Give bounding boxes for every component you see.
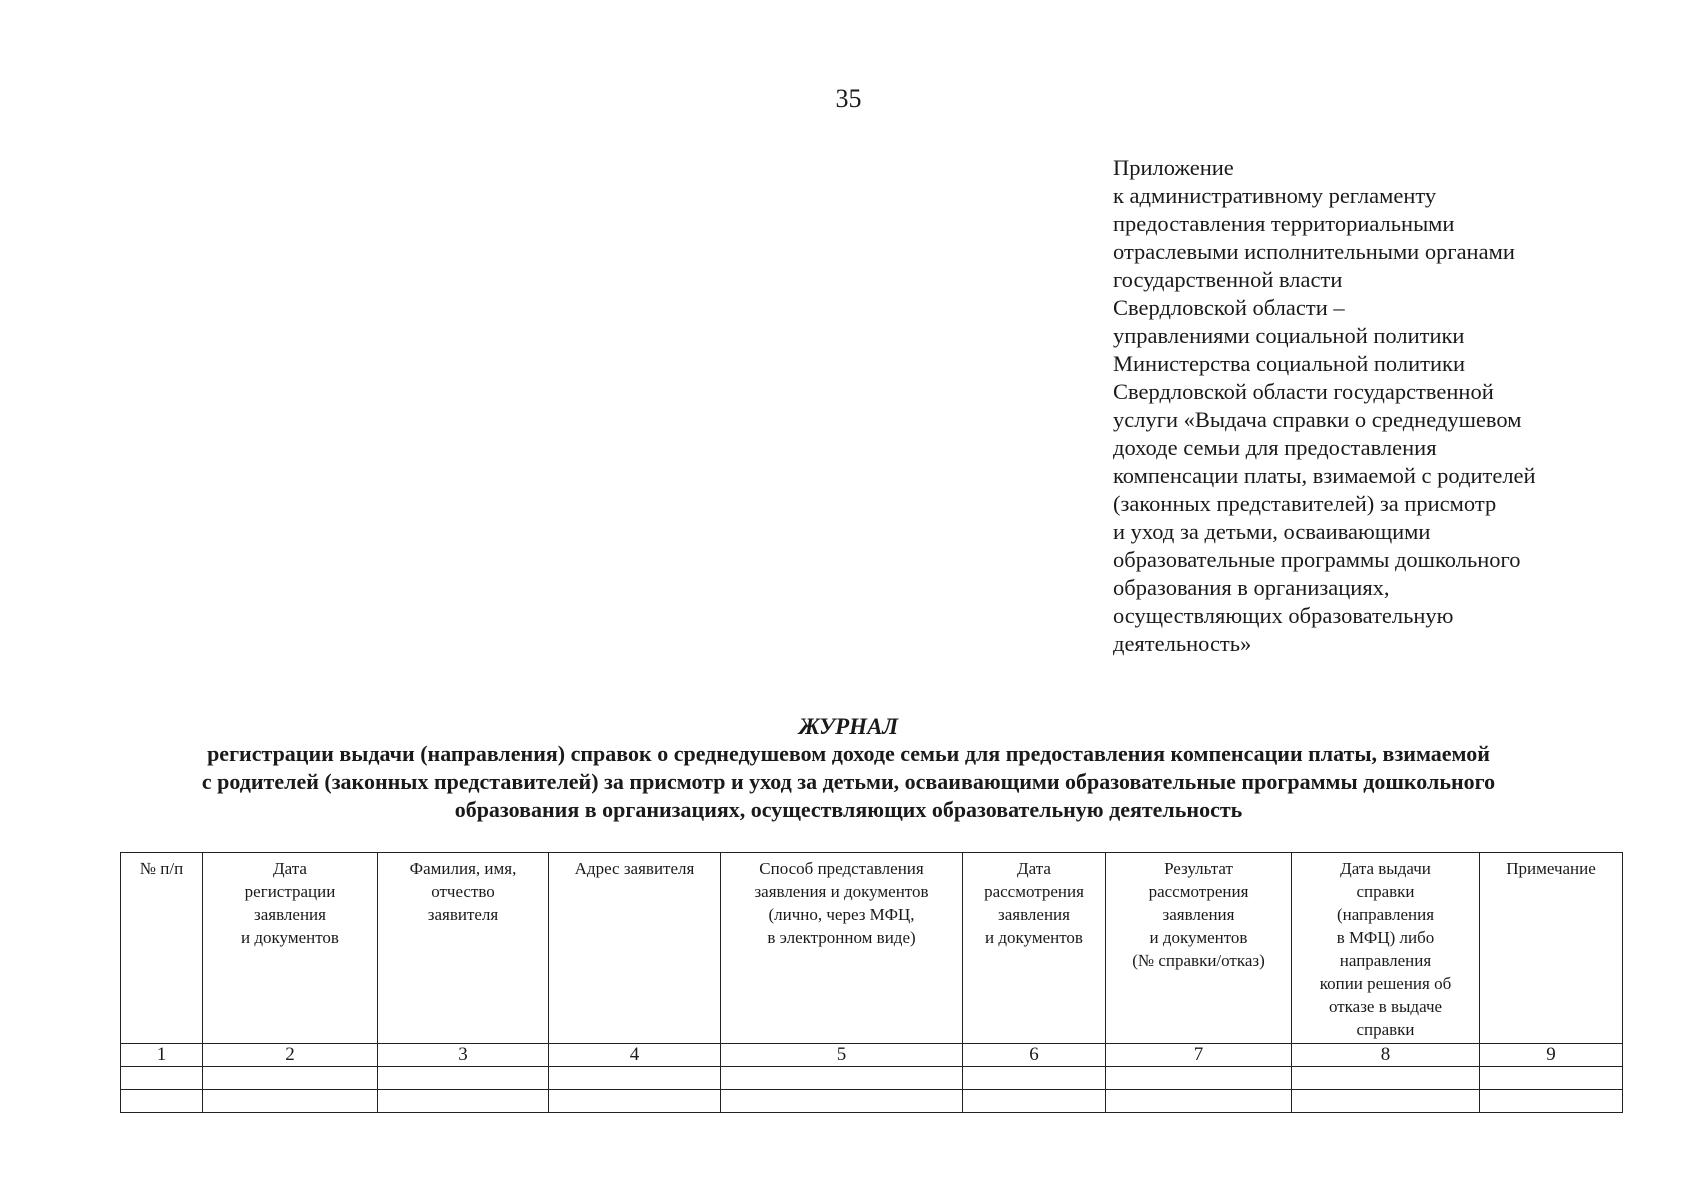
appendix-line: компенсации платы, взимаемой с родителей [1113, 463, 1536, 488]
column-header-line: копии решения об [1319, 974, 1452, 993]
column-header-line: и документов [241, 928, 339, 947]
column-number-row [121, 1044, 1623, 1067]
appendix-line: услуги «Выдача справки о среднедушевом [1113, 407, 1522, 432]
column-number: 3 [378, 1044, 549, 1067]
appendix-line: (законных представителей) за присмотр [1113, 491, 1497, 516]
column-header-line: (№ справки/отказ) [1132, 951, 1265, 970]
appendix-line: образовательные программы дошкольного [1113, 547, 1521, 572]
column-header-line: Дата выдачи [1340, 859, 1431, 878]
column-header-line: отказе в выдаче [1328, 997, 1443, 1016]
journal-subtitle-line: образования в организациях, осуществляющих образовательную деятельность [454, 797, 1243, 822]
table-cell [1292, 1067, 1480, 1090]
column-header-line: Результат [1164, 859, 1233, 878]
column-header-line: справки [1356, 882, 1415, 901]
column-header [203, 853, 378, 1044]
column-number: 8 [1292, 1044, 1480, 1067]
column-header-line: Дата [1017, 859, 1051, 878]
appendix-line: Свердловской области государственной [1113, 379, 1494, 404]
journal-title: ЖУРНАЛ [798, 714, 899, 739]
column-header-line: в электронном виде) [767, 928, 916, 947]
column-number: 1 [121, 1044, 203, 1067]
column-header-line: и документов [985, 928, 1083, 947]
column-header-line: Адрес заявителя [574, 859, 695, 878]
column-header-line: и документов [1149, 928, 1248, 947]
table-cell [721, 1067, 963, 1090]
column-number: 5 [721, 1044, 963, 1067]
appendix-line: управлениями социальной политики [1113, 323, 1465, 348]
column-header-line: регистрации [244, 882, 336, 901]
column-header-line: в МФЦ) либо [1336, 928, 1435, 947]
column-header-line: рассмотрения [1148, 882, 1249, 901]
column-header [721, 853, 963, 1044]
appendix-line: к административному регламенту [1113, 183, 1437, 208]
column-header-line: Дата [273, 859, 307, 878]
table-cell [1292, 1090, 1480, 1113]
column-header [378, 853, 549, 1044]
column-header-line: заявления [254, 905, 326, 924]
table-cell [378, 1067, 549, 1090]
journal-subtitle [120, 740, 1577, 824]
column-header [1292, 853, 1480, 1044]
table-cell [549, 1067, 721, 1090]
column-header-line: (лично, через МФЦ, [768, 905, 915, 924]
table-cell [549, 1090, 721, 1113]
column-header-line: (направления [1336, 905, 1435, 924]
column-header-line: заявления [1162, 905, 1235, 924]
appendix-line: деятельность» [1113, 631, 1252, 656]
appendix-line: государственной власти [1113, 267, 1343, 292]
column-header [121, 853, 203, 1044]
appendix-line: осуществляющих образовательную [1113, 603, 1454, 628]
table-row [121, 1090, 1623, 1113]
appendix-line: предоставления территориальными [1113, 211, 1455, 236]
column-header-line: справки [1356, 1020, 1415, 1039]
column-header-line: отчество [431, 882, 495, 901]
appendix-line: отраслевыми исполнительными органами [1113, 239, 1515, 264]
column-header-line: № п/п [139, 859, 184, 878]
table-cell [1480, 1067, 1623, 1090]
column-number: 4 [549, 1044, 721, 1067]
column-header [1480, 853, 1623, 1044]
column-header [549, 853, 721, 1044]
appendix-line: образования в организациях, [1113, 575, 1390, 600]
journal-subtitle-line: с родителей (законных представителей) за присмотр и уход за детьми, осваивающими образовательные программы дошкольного [201, 769, 1496, 794]
appendix-line: Свердловской области – [1113, 295, 1345, 320]
table-header-row [121, 853, 1623, 1044]
appendix-block [1113, 154, 1673, 658]
column-number: 7 [1106, 1044, 1292, 1067]
table-cell [203, 1090, 378, 1113]
column-header [963, 853, 1106, 1044]
registration-table [120, 852, 1623, 1113]
table-cell [121, 1090, 203, 1113]
column-number: 2 [203, 1044, 378, 1067]
column-header-line: рассмотрения [984, 882, 1084, 901]
column-number: 6 [963, 1044, 1106, 1067]
column-header-line: Способ представления [759, 859, 924, 878]
column-number: 9 [1480, 1044, 1623, 1067]
table-cell [963, 1090, 1106, 1113]
column-header-line: заявления и документов [754, 882, 929, 901]
column-header-line: Примечание [1506, 859, 1596, 878]
appendix-line: Министерства социальной политики [1113, 351, 1466, 376]
table-cell [1480, 1090, 1623, 1113]
column-header [1106, 853, 1292, 1044]
table-cell [203, 1067, 378, 1090]
journal-subtitle-line: регистрации выдачи (направления) справок о среднедушевом доходе семьи для предоставления компенсации платы, взимаемой [207, 741, 1490, 766]
table-row [121, 1067, 1623, 1090]
appendix-line: доходе семьи для предоставления [1113, 435, 1437, 460]
column-header-line: направления [1339, 951, 1432, 970]
column-header-line: заявления [998, 905, 1070, 924]
column-header-line: Фамилия, имя, [409, 859, 517, 878]
appendix-line: и уход за детьми, осваивающими [1113, 519, 1431, 544]
table-cell [1106, 1067, 1292, 1090]
appendix-line: Приложение [1113, 155, 1234, 180]
column-header-line: заявителя [427, 905, 499, 924]
page-number: 35 [835, 84, 862, 113]
table-cell [721, 1090, 963, 1113]
table-cell [378, 1090, 549, 1113]
table-cell [963, 1067, 1106, 1090]
table-cell [1106, 1090, 1292, 1113]
table-cell [121, 1067, 203, 1090]
